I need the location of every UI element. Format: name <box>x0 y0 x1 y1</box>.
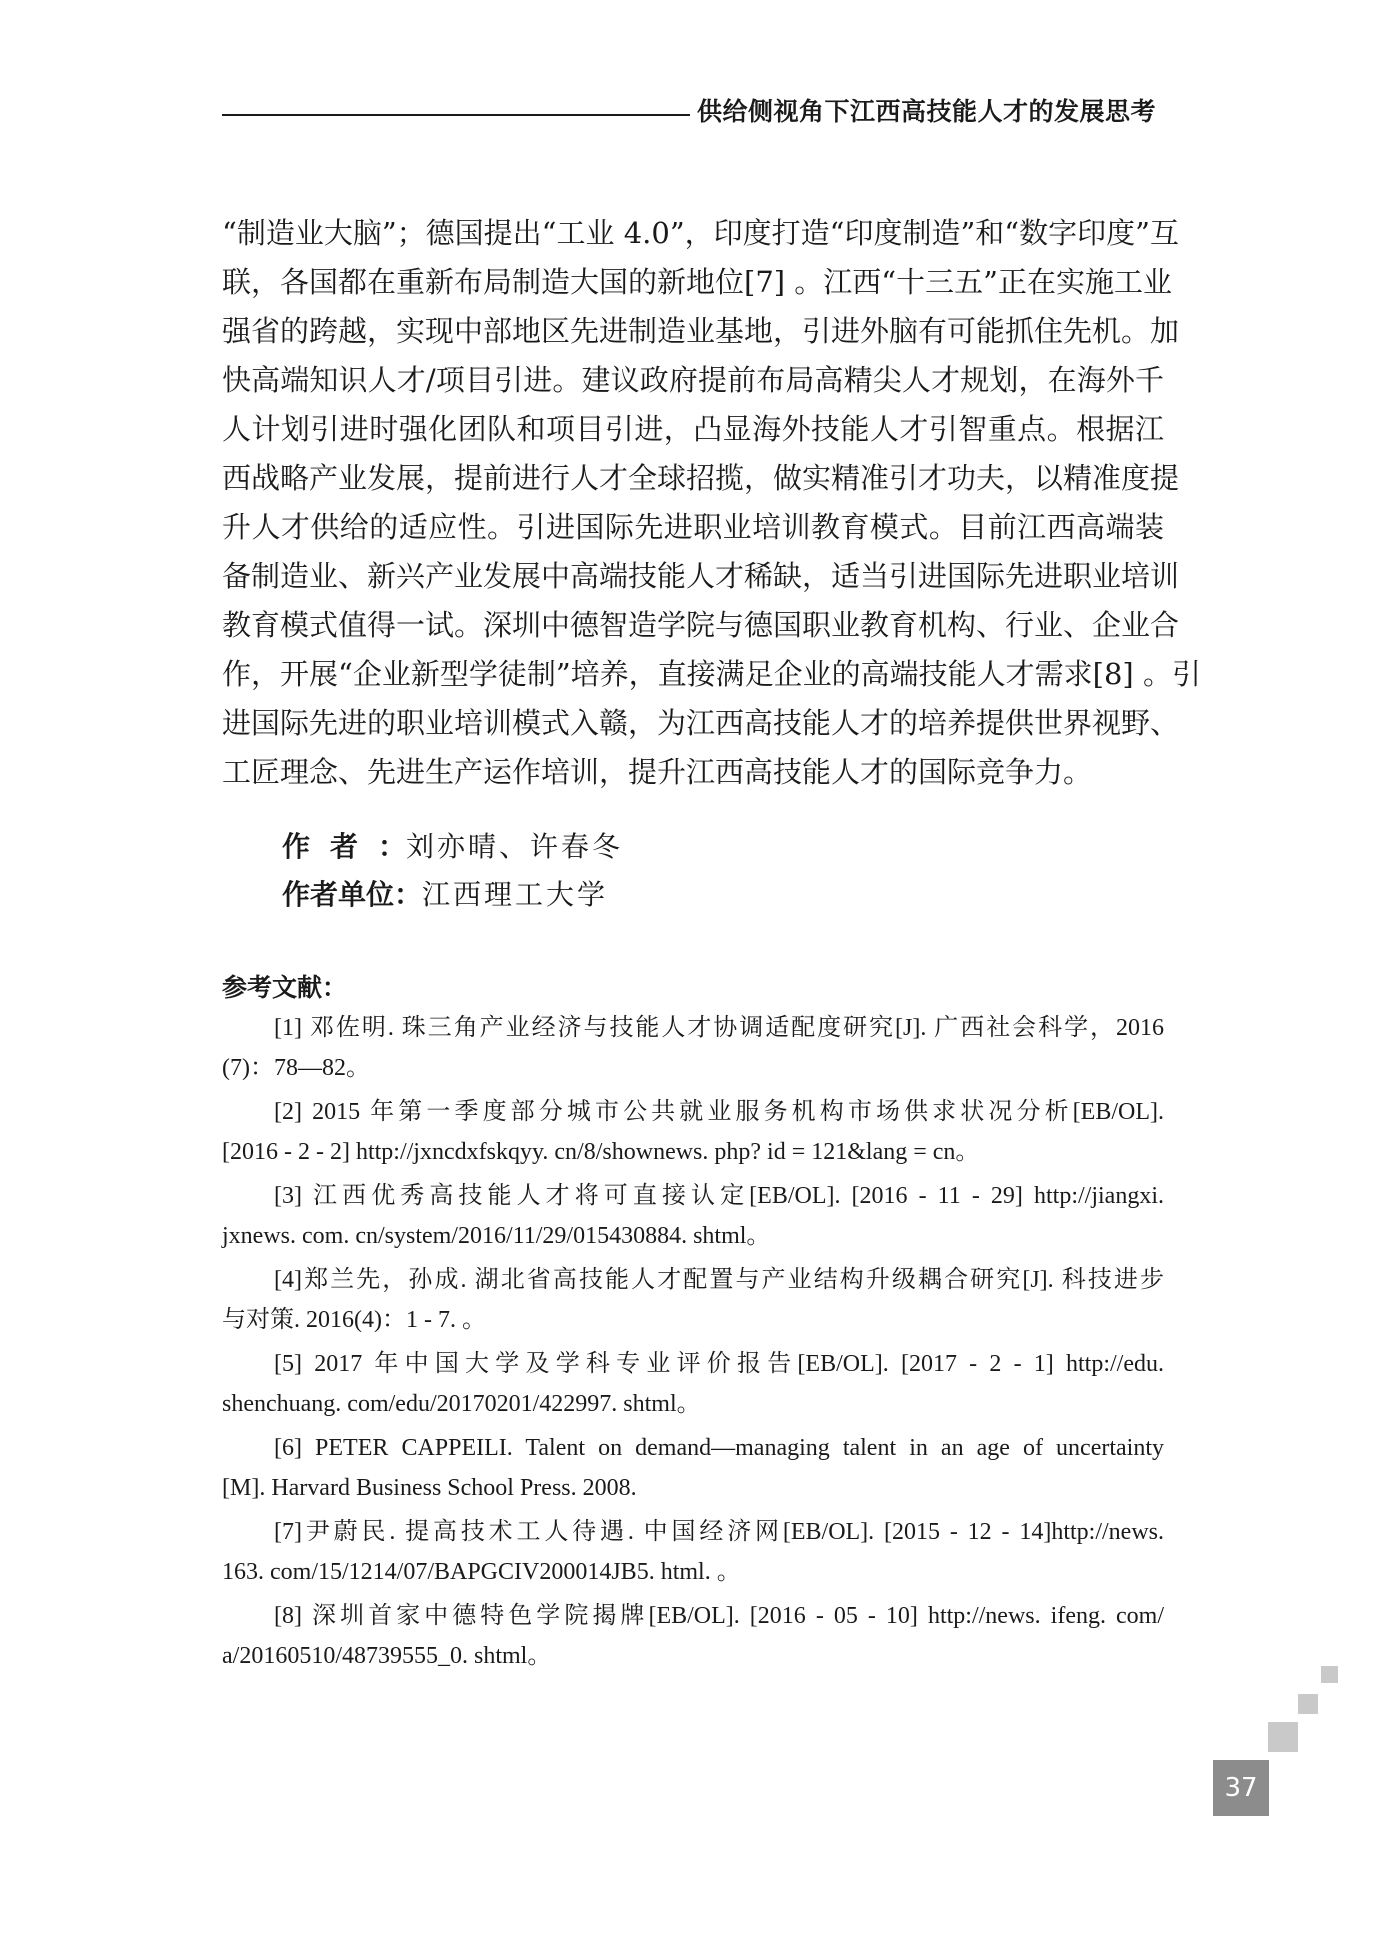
author-block <box>282 823 623 919</box>
author-unit-row <box>282 871 623 919</box>
decorative-square <box>1268 1722 1298 1752</box>
reference-item <box>222 1260 1164 1340</box>
body-line: 快高端知识人才/项目引进。建议政府提前布局高精尖人才规划，在海外千 <box>222 363 1164 397</box>
body-line: 备制造业、新兴产业发展中高端技能人才稀缺，适当引进国际先进职业培训 <box>222 559 1180 593</box>
reference-line: shenchuang. com/edu/20170201/422997. shtml。 <box>222 1391 701 1417</box>
reference-line: [2016 - 2 - 2] http://jxncdxfskqyy. cn/8/shownews. php? id = 121&lang = cn。 <box>222 1139 980 1165</box>
references-heading: 参考文献： <box>222 973 348 1002</box>
page-number: 37 <box>1224 1773 1258 1803</box>
decorative-square <box>1321 1666 1338 1683</box>
body-line: 强省的跨越，实现中部地区先进制造业基地，引进外脑有可能抓住先机。加 <box>222 314 1180 348</box>
body-line: 工匠理念、先进生产运作培训，提升江西高技能人才的国际竞争力。 <box>222 755 1093 789</box>
body-line: 作，开展“企业新型学徒制”培养，直接满足企业的高端技能人才需求[8] 。引 <box>222 657 1201 691</box>
reference-line: 与对策. 2016(4)：1 - 7. 。 <box>222 1307 486 1333</box>
reference-item <box>222 1092 1164 1172</box>
reference-line: [3] 江西优秀高技能人才将可直接认定[EB/OL]. [2016 - 11 - 29] http://jiangxi. <box>274 1183 1164 1209</box>
reference-item <box>222 1428 1164 1508</box>
reference-line: [4]郑兰先，孙成. 湖北省高技能人才配置与产业结构升级耦合研究[J]. 科技进步 <box>274 1267 1164 1293</box>
author-names: 刘亦晴、许春冬 <box>406 830 624 863</box>
running-header-title: 供给侧视角下江西高技能人才的发展思考 <box>696 97 1156 126</box>
author-unit-label: 作者单位： <box>282 878 423 911</box>
body-line: 西战略产业发展，提前进行人才全球招揽，做实精准引才功夫，以精准度提 <box>222 461 1180 495</box>
reference-item <box>222 1512 1164 1592</box>
body-paragraph <box>222 209 1201 797</box>
body-line: 教育模式值得一试。深圳中德智造学院与德国职业教育机构、行业、企业合 <box>222 608 1180 642</box>
decorative-square <box>1298 1694 1318 1714</box>
reference-line: [6] PETER CAPPEILI. Talent on demand—managing talent in an age of uncertainty <box>274 1435 1164 1461</box>
reference-line: [1] 邓佐明. 珠三角产业经济与技能人才协调适配度研究[J]. 广西社会科学，2016 <box>274 1015 1164 1041</box>
references-list <box>222 1008 1164 1680</box>
reference-line: a/20160510/48739555_0. shtml。 <box>222 1643 552 1669</box>
reference-line: [8] 深圳首家中德特色学院揭牌[EB/OL]. [2016 - 05 - 10] http://news. ifeng. com/ <box>274 1603 1164 1629</box>
body-line: “制造业大脑”；德国提出“工业 4.0”，印度打造“印度制造”和“数字印度”互 <box>222 216 1179 250</box>
reference-item <box>222 1344 1164 1424</box>
reference-line: (7)：78—82。 <box>222 1055 370 1081</box>
page-number-box <box>1213 1760 1269 1816</box>
body-line: 联，各国都在重新布局制造大国的新地位[7] 。江西“十三五”正在实施工业 <box>222 265 1172 299</box>
reference-line: [7]尹蔚民. 提高技术工人待遇. 中国经济网[EB/OL]. [2015 - 12 - 14]http://news. <box>274 1519 1164 1545</box>
body-line: 升人才供给的适应性。引进国际先进职业培训教育模式。目前江西高端装 <box>222 510 1164 544</box>
reference-item <box>222 1176 1164 1256</box>
reference-line: [2] 2015 年第一季度部分城市公共就业服务机构市场供求状况分析[EB/OL]. <box>274 1099 1164 1125</box>
reference-line: jxnews. com. cn/system/2016/11/29/015430884. shtml。 <box>222 1223 771 1249</box>
reference-item <box>222 1008 1164 1088</box>
author-unit-value: 江西理工大学 <box>422 878 609 911</box>
reference-line: [5] 2017 年中国大学及学科专业评价报告[EB/OL]. [2017 - 2 - 1] http://edu. <box>274 1351 1164 1377</box>
body-line: 人计划引进时强化团队和项目引进，凸显海外技能人才引智重点。根据江 <box>222 412 1164 446</box>
reference-line: [M]. Harvard Business School Press. 2008. <box>222 1475 637 1501</box>
author-label: 作者： <box>282 830 406 863</box>
body-line: 进国际先进的职业培训模式入赣，为江西高技能人才的培养提供世界视野、 <box>222 706 1180 740</box>
header-rule <box>222 114 690 116</box>
reference-item <box>222 1596 1164 1676</box>
reference-line: 163. com/15/1214/07/BAPGCIV200014JB5. html. 。 <box>222 1559 741 1585</box>
author-row <box>282 823 623 871</box>
